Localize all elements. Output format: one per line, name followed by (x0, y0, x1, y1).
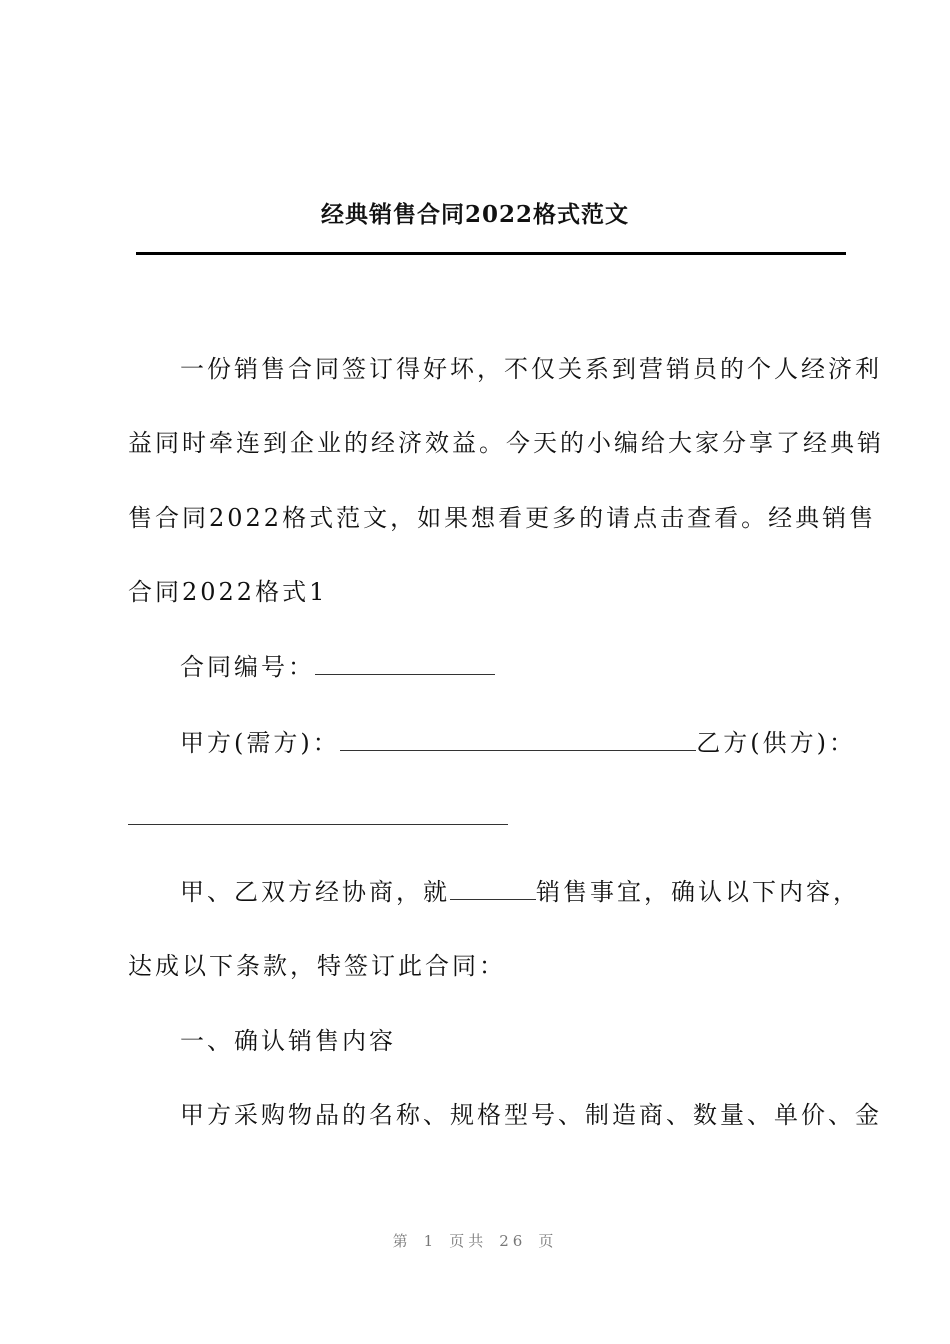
contract-number-blank (315, 652, 495, 675)
intro-line-1: 一份销售合同签订得好坏，不仅关系到营销员的个人经济利 (180, 355, 882, 383)
footer-mid: 页共 (449, 1232, 488, 1250)
party-a-blank (340, 728, 697, 751)
section-1-heading: 一、确认销售内容 (180, 1027, 396, 1055)
party-b-blank (128, 802, 508, 825)
intro-line-3: 售合同2022格式范文，如果想看更多的请点击查看。经典销售 (128, 504, 877, 532)
document-title: 经典销售合同2022格式范文 (320, 201, 629, 228)
intro-line-2: 益同时牵连到企业的经济效益。今天的小编给大家分享了经典销 (128, 429, 884, 457)
footer-current-page: 1 (423, 1232, 438, 1250)
sales-item-blank (450, 877, 536, 900)
title-divider (136, 252, 846, 255)
negotiation-line-1 (180, 877, 860, 907)
page-footer (0, 1230, 950, 1251)
party-b-blank-row (128, 802, 508, 832)
parties-row (180, 728, 856, 758)
party-b-label: 乙方(供方)： (696, 729, 856, 757)
footer-prefix: 第 (392, 1232, 412, 1250)
contract-number-row (180, 652, 495, 682)
footer-suffix: 页 (538, 1232, 558, 1250)
negotiation-line-2: 达成以下条款，特签订此合同： (128, 952, 506, 980)
footer-total-pages: 26 (499, 1232, 527, 1250)
negotiation-text-part2: 销售事宜，确认以下内容， (536, 878, 860, 906)
party-a-label: 甲方(需方)： (180, 729, 340, 757)
section-1-line-1: 甲方采购物品的名称、规格型号、制造商、数量、单价、金 (180, 1101, 882, 1129)
intro-line-4: 合同2022格式1 (128, 578, 328, 606)
contract-number-label: 合同编号： (180, 653, 315, 681)
negotiation-text-part1: 甲、乙双方经协商，就 (180, 878, 450, 906)
